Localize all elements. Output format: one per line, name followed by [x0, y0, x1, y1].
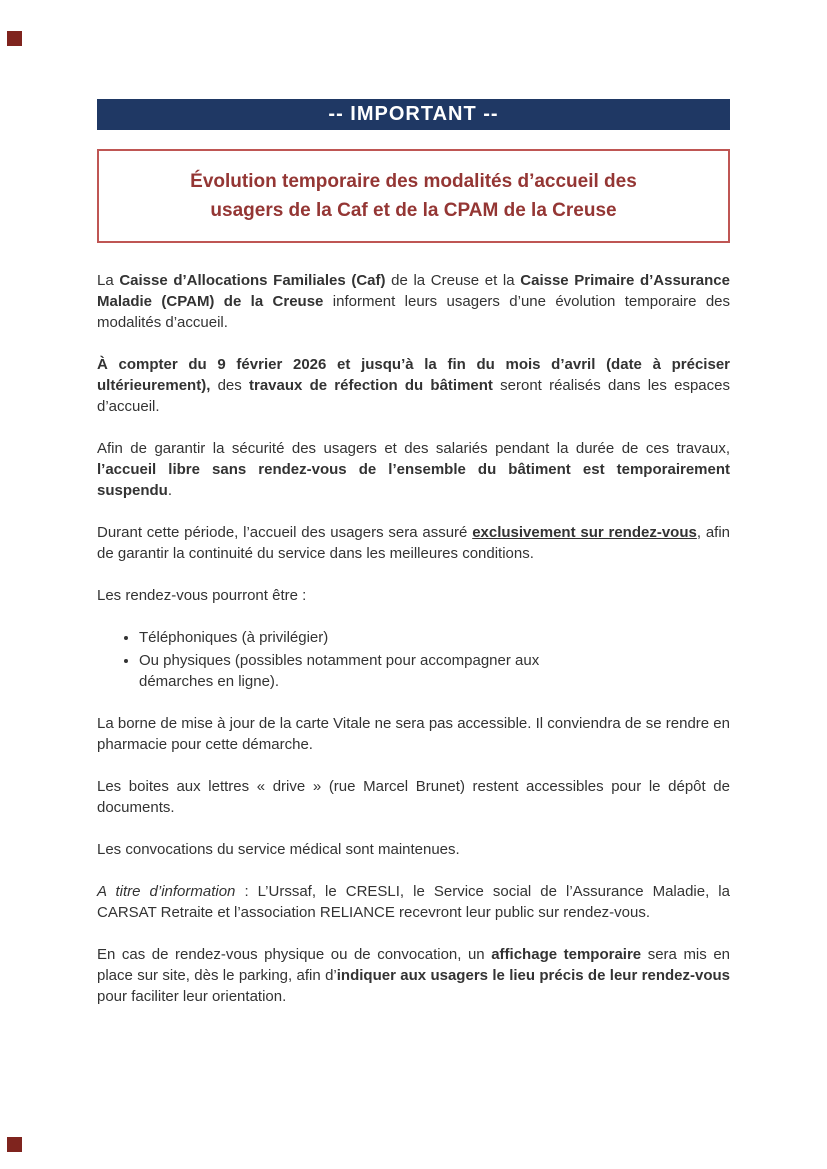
bullet-item: • Ou physiques (possibles notamment pour accompagner aux démarches en ligne).: [139, 650, 569, 692]
important-banner-label: -- IMPORTANT --: [328, 103, 499, 125]
text-run: des: [210, 377, 249, 394]
text-run: Caisse Primaire d’Assurance Maladie (CPAM) de la Creuse: [97, 272, 730, 310]
text-run: Les boites aux lettres « drive » (rue Marcel Brunet) restent accessibles pour le dépôt de documents.: [97, 778, 730, 816]
text-run: Durant cette période, l’accueil des usagers sera assuré: [97, 524, 473, 541]
text-run: : L’Urssaf, le CRESLI, le Service social de l’Assurance Maladie, la CARSAT Retraite et l’association RELIANCE recevront leur public sur rendez-vous.: [97, 883, 730, 921]
bullet-item: • Téléphoniques (à privilégier): [139, 627, 569, 648]
text-run: Caisse d’Allocations Familiales (Caf): [119, 272, 386, 289]
title-box: [97, 149, 730, 243]
document-body: [97, 270, 730, 1007]
paragraph: [97, 776, 730, 818]
text-run: pour faciliter leur orientation.: [97, 988, 287, 1005]
paragraph: [97, 881, 730, 923]
text-run: Les rendez-vous pourront être :: [97, 587, 307, 604]
paragraph: [97, 438, 730, 501]
text-run: sera mis en place sur site, dès le parking, afin d’: [97, 946, 731, 984]
text-run: La: [97, 272, 120, 289]
paragraph: [97, 944, 730, 1007]
text-run: travaux de réfection du bâtiment: [249, 377, 493, 394]
important-banner: [97, 99, 730, 130]
text-run: exclusivement sur rendez-vous: [472, 524, 697, 541]
text-run: affichage temporaire: [491, 946, 642, 963]
title-line-2: usagers de la Caf et de la CPAM de la Creuse: [210, 200, 617, 221]
document-content: [97, 99, 730, 1028]
text-run: A titre d’information: [97, 883, 236, 900]
paragraph: [97, 585, 730, 606]
paragraph: [97, 839, 730, 860]
text-run: informent leurs usagers d’une évolution temporaire des modalités d’accueil.: [97, 293, 731, 331]
corner-marker-top: [7, 31, 22, 46]
text-run: En cas de rendez-vous physique ou de convocation, un: [97, 946, 492, 963]
paragraph: [97, 354, 730, 417]
corner-marker-bottom: [7, 1137, 22, 1152]
text-run: , afin de garantir la continuité du service dans les meilleures conditions.: [97, 524, 731, 562]
text-run: La borne de mise à jour de la carte Vitale ne sera pas accessible. Il conviendra de se rendre en pharmacie pour cette démarche.: [97, 715, 730, 753]
text-run: l’accueil libre sans rendez-vous de l’ensemble du bâtiment est temporairement suspendu: [97, 461, 730, 499]
bullet-list: [119, 627, 569, 692]
title-line-1: Évolution temporaire des modalités d’accueil des: [190, 171, 637, 192]
text-run: Afin de garantir la sécurité des usagers et des salariés pendant la durée de ces travaux,: [97, 440, 730, 457]
text-run: indiquer aux usagers le lieu précis de leur rendez-vous: [336, 967, 731, 984]
text-run: seront réalisés dans les espaces d’accueil.: [97, 377, 730, 415]
text-run: .: [167, 482, 173, 499]
paragraph: [97, 713, 730, 755]
paragraph: [97, 522, 730, 564]
text-run: À compter du 9 février 2026 et jusqu’à la fin du mois d’avril (date à préciser ultérieurement),: [97, 356, 730, 394]
paragraph: [97, 270, 730, 333]
text-run: Les convocations du service médical sont maintenues.: [97, 841, 460, 858]
text-run: de la Creuse et la: [385, 272, 521, 289]
